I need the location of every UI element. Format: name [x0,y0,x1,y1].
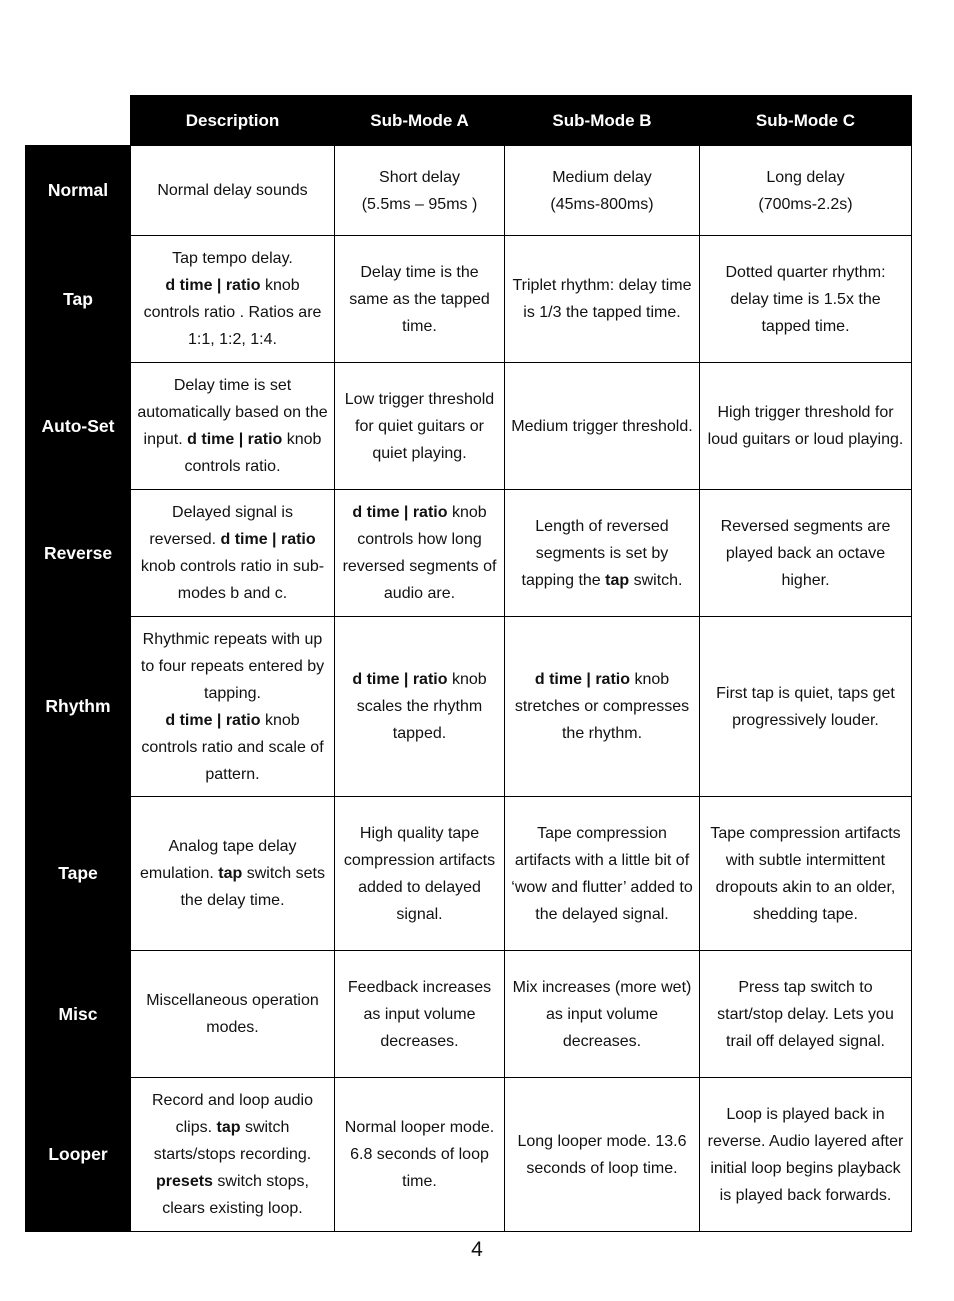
control-name: d time | ratio [165,277,261,294]
text-run: knob controls ratio and scale of pattern. [141,711,324,783]
description-cell [131,1078,335,1232]
text-run: Loop is played back in reverse. Audio layered after initial loop begins playback is played back forwards. [707,1105,904,1204]
control-name: d time | ratio [534,671,630,688]
sub-mode-b-cell [505,951,700,1078]
text-run: Delayed signal is reversed. [149,504,293,548]
text-run: Record and loop audio clips. [151,1092,313,1136]
sub-mode-a-cell [335,951,505,1078]
sub-mode-a-cell [335,146,505,236]
sub-mode-c-cell [700,797,912,951]
text-run: knob controls ratio in sub-modes b and c. [140,558,325,602]
text-run: Long delay [766,168,845,186]
mode-label: Reverse [26,490,131,617]
control-name: d time | ratio [352,671,448,688]
text-run: Delay time is the same as the tapped time. [349,263,490,335]
mode-label: Normal [26,146,131,236]
control-name: presets [156,1173,213,1190]
sub-mode-c-cell [700,490,912,617]
corner-cell [26,96,131,146]
text-run: High trigger threshold for loud guitars or loud playing. [707,404,904,448]
page-number: 4 [471,1238,483,1261]
table-head [26,96,912,146]
text-run: switch sets the delay time. [180,865,325,909]
text-run: Analog tape delay emulation. [140,838,297,882]
description-cell [131,490,335,617]
text-run: Medium trigger threshold. [511,417,693,435]
text-run: knob scales the rhythm tapped. [356,671,487,742]
sub-mode-a-cell [335,1078,505,1232]
text-run: switch. [629,571,683,589]
text-run: (700ms-2.2s) [758,195,853,213]
table-row [26,236,912,363]
text-run: Rhythmic repeats with up to four repeats entered by tapping. [140,630,325,702]
sub-mode-b-cell [505,617,700,797]
text-run: (5.5ms – 95ms ) [361,195,478,213]
modes-table [25,95,912,1232]
text-run: knob controls ratio. [184,431,322,475]
description-cell [131,951,335,1078]
text-run: knob controls how long reversed segments of audio are. [342,504,497,602]
description-cell [131,617,335,797]
sub-mode-c-cell [700,1078,912,1232]
control-name: d time | ratio [352,504,448,521]
text-run: knob stretches or compresses the rhythm. [514,671,690,742]
text-run: switch stops, clears existing loop. [162,1173,309,1217]
mode-label: Misc [26,951,131,1078]
mode-label: Looper [26,1078,131,1232]
text-run: Medium delay [552,168,652,186]
table-row [26,146,912,236]
text-run: Tap tempo delay. [172,250,293,267]
text-run: switch starts/stops recording. [153,1119,312,1163]
table-row [26,617,912,797]
control-name: tap [216,1119,241,1136]
text-run: Miscellaneous operation modes. [146,992,319,1036]
sub-mode-a-cell [335,363,505,490]
mode-label: Tap [26,236,131,363]
table-row [26,951,912,1078]
sub-mode-c-cell [700,236,912,363]
text-run: Normal delay sounds [157,182,308,199]
control-name: tap [605,571,630,589]
text-run: Triplet rhythm: delay time is 1/3 the tapped time. [512,277,692,321]
sub-mode-b-cell [505,490,700,617]
text-run: Tape compression artifacts with subtle intermittent dropouts akin to an older, shedding tape. [710,824,901,923]
text-run: Feedback increases as input volume decreases. [347,978,492,1050]
text-run: (45ms-800ms) [550,195,654,213]
table-row [26,1078,912,1232]
table-body [26,146,912,1232]
text-run: Press tap switch to start/stop delay. Lets you trail off delayed signal. [717,978,894,1050]
header-sub-mode-c: Sub-Mode C [700,96,912,146]
header-row [26,96,912,146]
sub-mode-c-cell [700,146,912,236]
description-cell [131,236,335,363]
text-run: knob controls ratio . Ratios are 1:1, 1:2, 1:4. [143,277,322,348]
sub-mode-c-cell [700,951,912,1078]
sub-mode-b-cell [505,236,700,363]
mode-label: Rhythm [26,617,131,797]
control-name: d time | ratio [187,431,283,448]
header-description: Description [131,96,335,146]
text-run: First tap is quiet, taps get progressively louder. [716,684,895,729]
sub-mode-b-cell [505,363,700,490]
text-run: Length of reversed segments is set by tapping the [521,517,669,589]
mode-label: Auto-Set [26,363,131,490]
text-run: Dotted quarter rhythm: delay time is 1.5x the tapped time. [725,263,886,335]
text-run: Long looper mode. 13.6 seconds of loop time. [517,1132,687,1177]
sub-mode-b-cell [505,1078,700,1232]
sub-mode-c-cell [700,363,912,490]
sub-mode-a-cell [335,797,505,951]
control-name: tap [218,865,243,882]
sub-mode-c-cell [700,617,912,797]
sub-mode-b-cell [505,146,700,236]
mode-label: Tape [26,797,131,951]
sub-mode-a-cell [335,617,505,797]
sub-mode-a-cell [335,490,505,617]
table-row [26,363,912,490]
description-cell [131,363,335,490]
table-row [26,797,912,951]
text-run: Delay time is set automatically based on the input. [137,377,328,448]
description-cell [131,146,335,236]
text-run: Mix increases (more wet) as input volume decreases. [512,978,692,1050]
text-run: Reversed segments are played back an octave higher. [720,517,891,589]
header-sub-mode-a: Sub-Mode A [335,96,505,146]
control-name: d time | ratio [165,711,261,729]
text-run: High quality tape compression artifacts added to delayed signal. [343,824,496,923]
sub-mode-b-cell [505,797,700,951]
description-cell [131,797,335,951]
control-name: d time | ratio [220,531,316,548]
text-run: Short delay [379,168,460,186]
sub-mode-a-cell [335,236,505,363]
text-run: Tape compression artifacts with a little bit of ‘wow and flutter’ added to the delayed signal. [511,824,693,923]
text-run: Low trigger threshold for quiet guitars or quiet playing. [344,390,495,462]
header-sub-mode-b: Sub-Mode B [505,96,700,146]
text-run: Normal looper mode. 6.8 seconds of loop time. [344,1119,495,1190]
table-row [26,490,912,617]
